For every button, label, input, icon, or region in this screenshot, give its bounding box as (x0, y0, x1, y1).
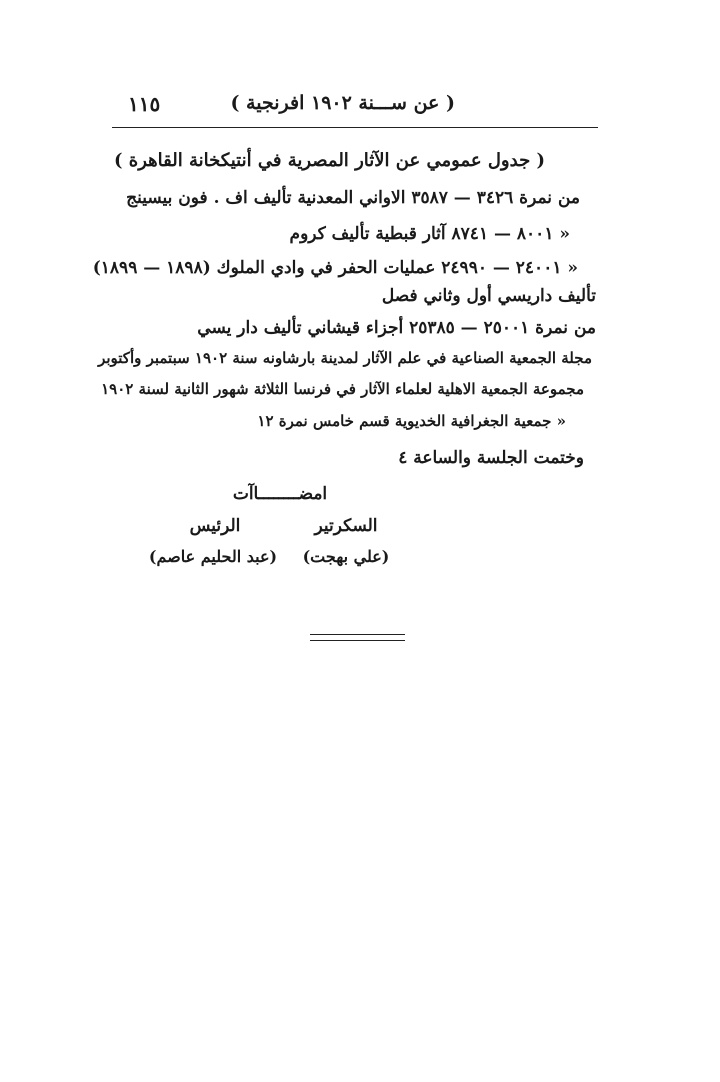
president-name: (عبد الحليم عاصم) (148, 547, 278, 566)
body-line: « ٨٠٠١ — ٨٧٤١ آثار قبطية تأليف كروم (289, 224, 570, 244)
closing-line: وختمت الجلسة والساعة ٤ (398, 448, 584, 468)
page-number: ١١٥ (128, 92, 161, 116)
body-line: مجموعة الجمعية الاهلية لعلماء الآثار في فرنسا الثلاثة شهور الثانية لسنة ١٩٠٢ (101, 380, 584, 398)
secretary-name: (علي بهجت) (302, 547, 390, 566)
section-title: ( جدول عمومي عن الآثار المصرية في أنتيكخانة القاهرة ) (114, 150, 545, 171)
header-divider (112, 127, 598, 128)
body-line: من نمرة ٣٤٢٦ — ٣٥٨٧ الاواني المعدنية تأليف اف . فون بيسينج (126, 188, 580, 208)
body-line: « جمعية الجغرافية الخديوية قسم خامس نمرة ١٢ (257, 412, 566, 430)
end-divider (310, 640, 405, 641)
body-line: مجلة الجمعية الصناعية في علم الآثار لمدينة بارشاونه سنة ١٩٠٢ سبتمبر وأكتوبر (98, 349, 592, 367)
signatures-heading: امضــــــــاآت (232, 484, 328, 504)
secretary-role: السكرتير (314, 516, 378, 536)
body-line: « ٢٤٠٠١ — ٢٤٩٩٠ عمليات الحفر في وادي الملوك (١٨٩٨ — ١٨٩٩) (92, 258, 578, 278)
body-line: من نمرة ٢٥٠٠١ — ٢٥٣٨٥ أجزاء قيشاني تأليف دار يسي (197, 318, 596, 338)
end-divider (310, 634, 405, 635)
running-header-title: ( عن ســـنة ١٩٠٢ افرنجية ) (230, 92, 455, 114)
president-role: الرئيس (189, 516, 241, 536)
body-line: تأليف داريسي أول وثاني فصل (381, 286, 596, 306)
